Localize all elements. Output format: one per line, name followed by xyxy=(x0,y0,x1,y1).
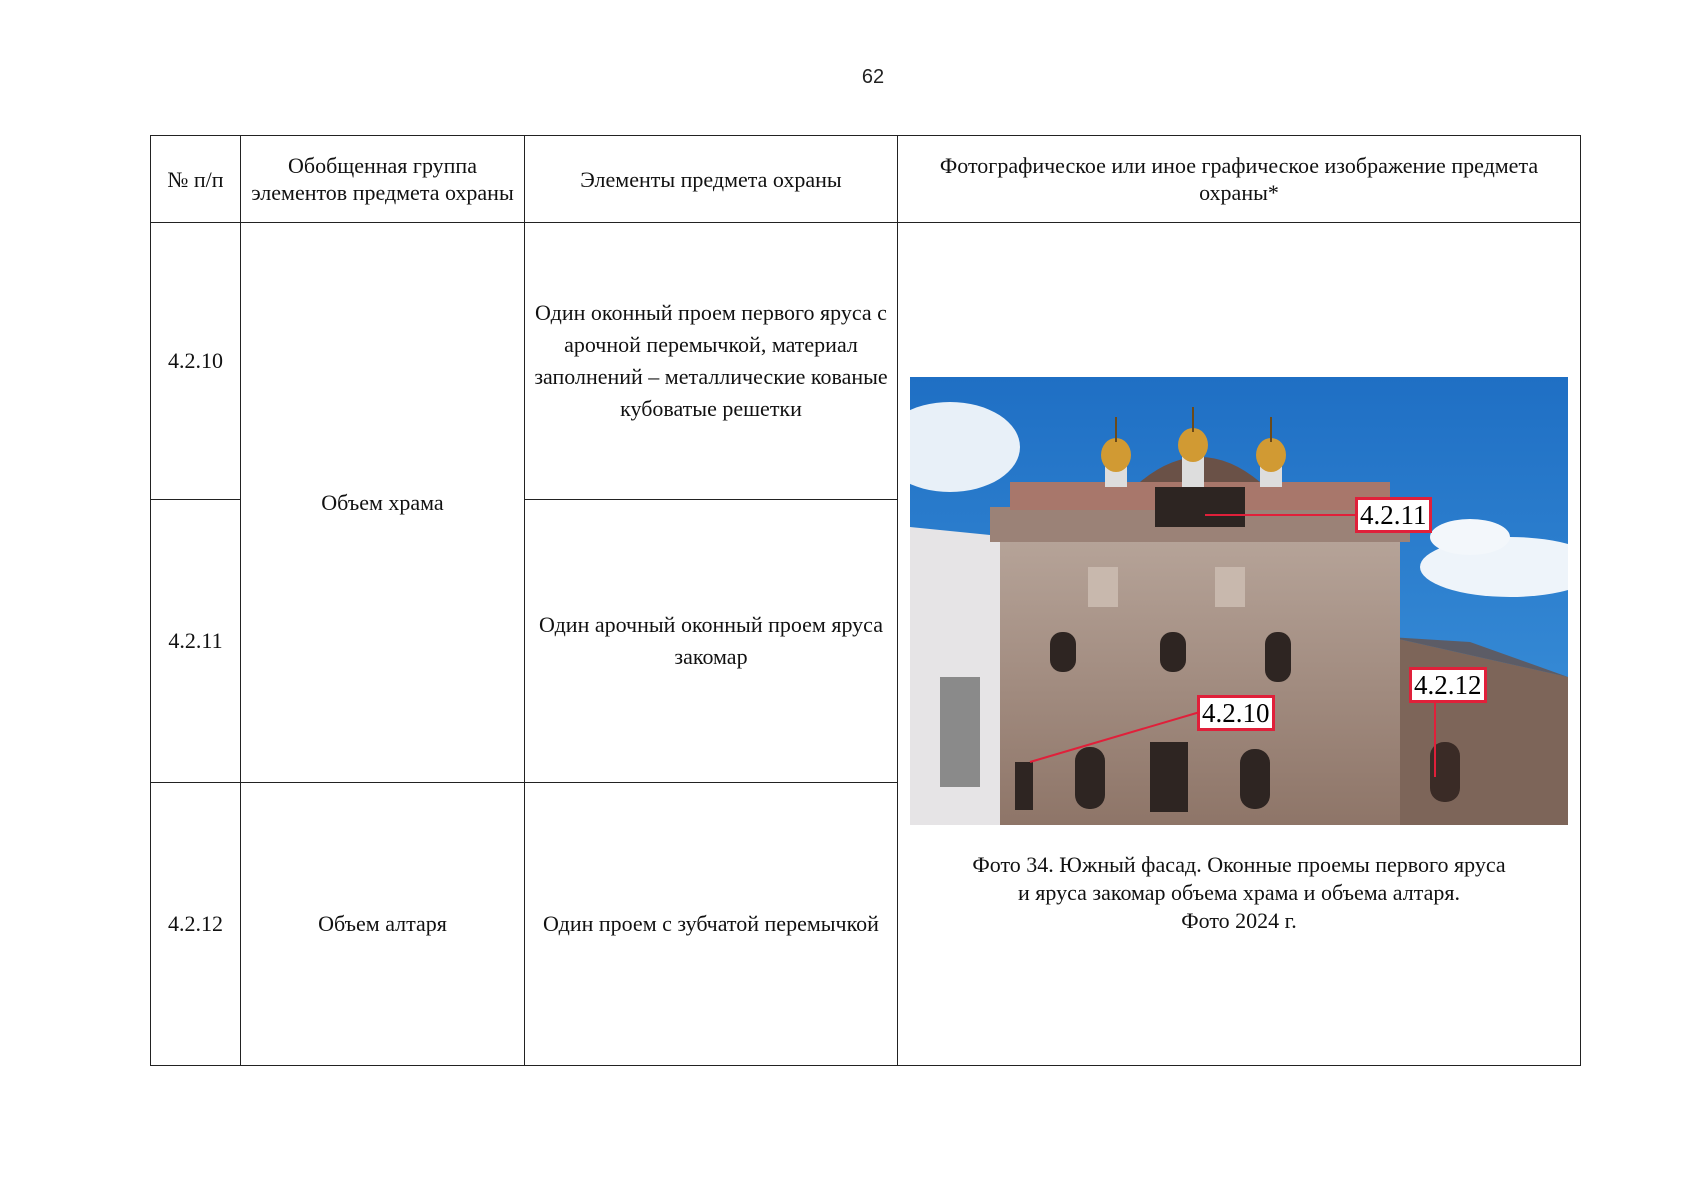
header-elements: Элементы предмета охраны xyxy=(525,136,898,223)
church-facade-illustration xyxy=(910,377,1568,825)
page-number: 62 xyxy=(861,66,885,88)
header-photo: Фотографическое или иное графическое изображение предмета охраны* xyxy=(898,136,1581,223)
table-header-row xyxy=(151,136,1581,223)
group-cell: Объем храма xyxy=(241,223,525,783)
header-number: № п/п xyxy=(151,136,241,223)
caption-line-2: и яруса закомар объема храма и объема алтаря. xyxy=(1018,880,1460,905)
row-number: 4.2.11 xyxy=(151,500,241,783)
element-cell: Один арочный оконный проем яруса закомар xyxy=(525,500,898,783)
marker-label-4-2-11: 4.2.11 xyxy=(1355,497,1432,533)
photo-cell xyxy=(898,223,1581,1066)
element-cell: Один оконный проем первого яруса с арочной перемычкой, материал заполнений – металлические кованые кубоватые решетки xyxy=(525,223,898,500)
row-number: 4.2.10 xyxy=(151,223,241,500)
row-number: 4.2.12 xyxy=(151,783,241,1066)
marker-label-4-2-10: 4.2.10 xyxy=(1197,695,1275,731)
caption-line-1: Фото 34. Южный фасад. Оконные проемы первого яруса xyxy=(972,852,1506,877)
table-row xyxy=(151,223,1581,500)
header-group: Обобщенная группа элементов предмета охраны xyxy=(241,136,525,223)
group-cell: Объем алтаря xyxy=(241,783,525,1066)
marker-label-4-2-12: 4.2.12 xyxy=(1409,667,1487,703)
photo-caption xyxy=(898,851,1580,935)
protection-subject-table xyxy=(150,135,1581,1066)
caption-line-3: Фото 2024 г. xyxy=(1181,908,1297,933)
facade-photo xyxy=(910,377,1568,825)
element-cell: Один проем с зубчатой перемычкой xyxy=(525,783,898,1066)
